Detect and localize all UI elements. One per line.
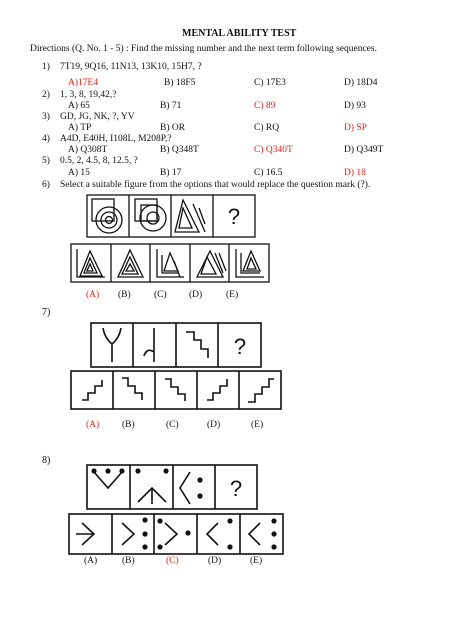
q8-answer-figures[interactable] — [68, 513, 284, 555]
q3-option-c[interactable]: C) RQ — [254, 123, 280, 133]
q1-option-b[interactable]: B) 18F5 — [164, 78, 196, 88]
q4-option-b[interactable]: B) Q348T — [160, 145, 199, 155]
q6-label-d[interactable]: (D) — [189, 290, 203, 300]
q6-question-mark: ? — [227, 204, 241, 229]
q7-label-b[interactable]: (B) — [122, 420, 135, 430]
q8-answers-svg — [68, 513, 284, 555]
q7-label-d[interactable]: (D) — [207, 420, 221, 430]
q2-option-a[interactable]: A) 65 — [68, 101, 90, 111]
q6-answer-figures[interactable] — [70, 243, 270, 283]
q2-option-d[interactable]: D) 93 — [344, 101, 366, 111]
q5-option-a[interactable]: A) 15 — [68, 168, 90, 178]
q7-label-a[interactable]: (A) — [86, 420, 100, 430]
question-5-text: 0.5, 2, 4.5, 8, 12.5, ? — [60, 156, 138, 166]
question-2-number: 2) — [42, 90, 50, 100]
question-3-number: 3) — [42, 112, 50, 122]
question-8-number: 8) — [42, 455, 51, 466]
q8-label-b[interactable]: (B) — [122, 556, 135, 566]
q1-option-a[interactable]: A)17E4 — [68, 78, 99, 88]
q7-label-c[interactable]: (C) — [166, 420, 179, 430]
question-7-number: 7) — [42, 307, 51, 318]
q6-label-b[interactable]: (B) — [118, 290, 131, 300]
q2-option-c[interactable]: C) 89 — [254, 101, 276, 111]
q8-label-e[interactable]: (E) — [250, 556, 263, 566]
question-3-text: GD, JG, NK, ?, YV — [60, 112, 135, 122]
question-6-number: 6) — [42, 180, 50, 190]
q6-problem-svg — [86, 194, 256, 238]
q4-option-d[interactable]: D) Q349T — [344, 145, 384, 155]
q4-option-a[interactable]: A) Q308T — [68, 145, 108, 155]
q3-option-d[interactable]: D) SP — [344, 123, 367, 133]
q6-answers-svg — [70, 243, 270, 283]
q6-label-e[interactable]: (E) — [226, 290, 239, 300]
q8-question-mark: ? — [229, 476, 243, 501]
q8-label-a[interactable]: (A) — [84, 556, 98, 566]
question-1-number: 1) — [42, 62, 50, 72]
q1-option-c[interactable]: C) 17E3 — [254, 78, 286, 88]
q7-problem-svg — [90, 322, 262, 368]
question-4-text: A4D, E40H, I108L, M208P,? — [60, 134, 172, 144]
q1-option-d[interactable]: D) 18D4 — [344, 78, 378, 88]
question-6-text: Select a suitable figure from the options that would replace the question mark (?). — [60, 180, 371, 190]
q7-answers-border — [71, 371, 281, 409]
q3-option-a[interactable]: A) TP — [68, 123, 92, 133]
q5-option-c[interactable]: C) 16.5 — [254, 168, 283, 178]
q5-option-d[interactable]: D) 18 — [344, 168, 366, 178]
question-1-text: 7T19, 9Q16, 11N13, 13K10, 15H7, ? — [60, 62, 202, 72]
q8-problem-svg — [86, 464, 258, 510]
page-title: MENTAL ABILITY TEST — [182, 28, 297, 39]
q2-option-b[interactable]: B) 71 — [160, 101, 182, 111]
q7-answers-svg — [70, 370, 282, 410]
q6-label-a[interactable]: (A) — [86, 290, 100, 300]
q8-label-c[interactable]: (C) — [166, 556, 179, 566]
question-2-text: 1, 3, 8, 19,42,? — [60, 90, 117, 100]
directions: Directions (Q. No. 1 - 5) : Find the missing number and the next term following sequences. — [30, 44, 377, 54]
q7-problem-figure — [90, 322, 262, 368]
q7-label-e[interactable]: (E) — [251, 420, 264, 430]
q5-option-b[interactable]: B) 17 — [160, 168, 182, 178]
q6-label-c[interactable]: (C) — [154, 290, 167, 300]
q8-label-d[interactable]: (D) — [208, 556, 222, 566]
q7-question-mark: ? — [233, 334, 247, 359]
q3-option-b[interactable]: B) OR — [160, 123, 186, 133]
question-5-number: 5) — [42, 156, 50, 166]
question-4-number: 4) — [42, 134, 50, 144]
q4-option-c[interactable]: C) Q340T — [254, 145, 293, 155]
q8-problem-figure — [86, 464, 258, 510]
q6-problem-figure — [86, 194, 256, 238]
q7-answer-figures[interactable] — [70, 370, 282, 410]
